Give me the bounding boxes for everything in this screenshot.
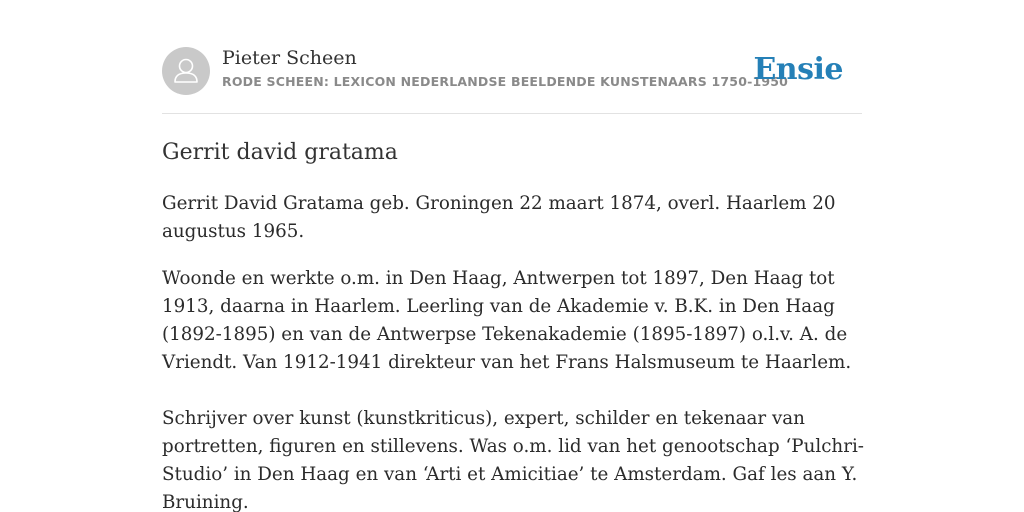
author-avatar[interactable] xyxy=(162,47,210,95)
author-name[interactable]: Pieter Scheen xyxy=(222,47,357,69)
user-icon xyxy=(162,47,210,95)
article-paragraph-1: Gerrit David Gratama geb. Groningen 22 maart 1874, overl. Haarlem 20 augustus 1965. xyxy=(162,193,836,242)
header-divider xyxy=(162,113,862,114)
article-paragraph-2: Woonde en werkte o.m. in Den Haag, Antwerpen tot 1897, Den Haag tot 1913, daarna in Haarlem. Leerling van de Akademie v. B.K. in Den Haag (1892-1895) en van de Antwerpse Tekenakademie (1895-1897) o.l.v. A. de Vriendt. Van 1912-1941 direkteur van het Frans Halsmuseum te Haarlem. xyxy=(162,268,852,373)
article-title: Gerrit david gratama xyxy=(162,140,398,165)
source-publication[interactable]: RODE SCHEEN: LEXICON NEDERLANDSE BEELDENDE KUNSTENAARS 1750-1950 xyxy=(222,74,789,89)
article-paragraph-3: Schrijver over kunst (kunstkriticus), expert, schilder en tekenaar van portretten, figuren en stillevens. Was o.m. lid van het genootschap ‘Pulchri-Studio’ in Den Haag en van ‘Arti et Amicitiae’ te Amsterdam. Gaf les aan Y. Bruining. xyxy=(162,408,864,512)
brand-logo[interactable]: Ensie xyxy=(753,52,843,87)
article-header xyxy=(162,46,862,96)
